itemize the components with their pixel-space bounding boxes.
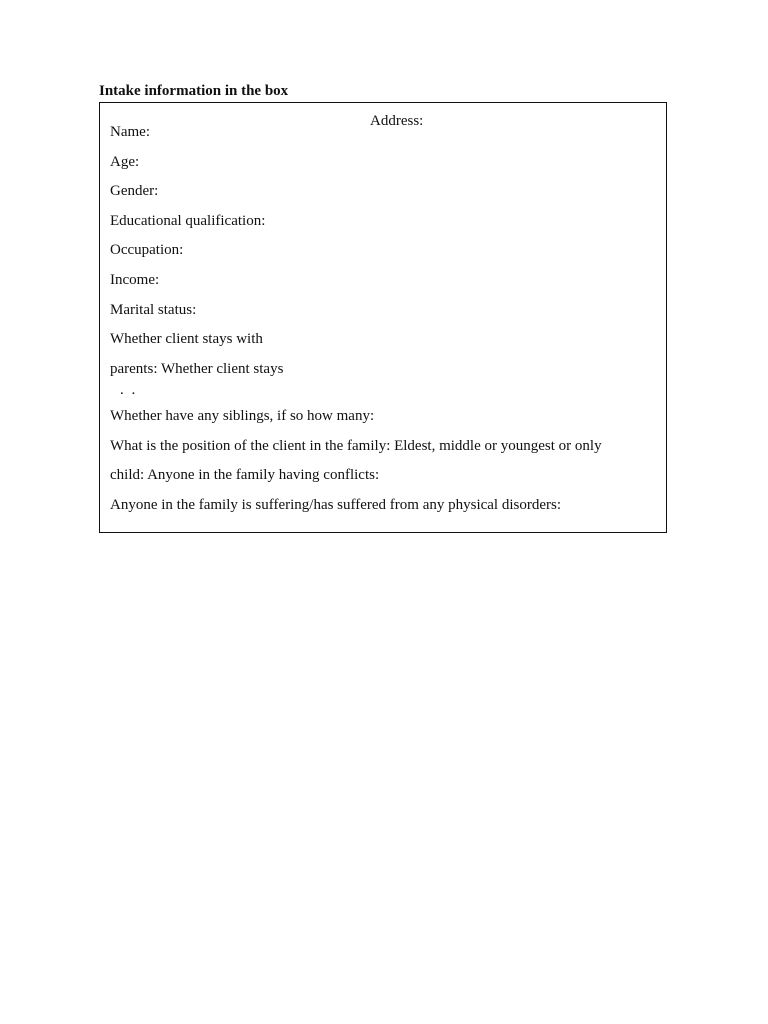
income-label: Income:	[110, 272, 160, 288]
position-label: What is the position of the client in the family: Eldest, middle or youngest or only	[110, 438, 602, 454]
stays-with-label: Whether client stays with	[110, 331, 263, 347]
parents-label: parents: Whether client stays	[110, 361, 284, 377]
address-label: Address:	[370, 113, 424, 129]
form-heading: Intake information in the box	[99, 83, 289, 99]
occupation-label: Occupation:	[110, 242, 184, 258]
physical-disorders-label: Anyone in the family is suffering/has suffered from any physical disorders:	[110, 497, 562, 513]
name-label: Name:	[110, 124, 150, 140]
education-label: Educational qualification:	[110, 213, 266, 229]
age-label: Age:	[110, 154, 140, 170]
siblings-label: Whether have any siblings, if so how many:	[110, 408, 375, 424]
gender-label: Gender:	[110, 183, 159, 199]
marital-status-label: Marital status:	[110, 302, 197, 318]
conflicts-label: child: Anyone in the family having conflicts:	[110, 467, 380, 483]
dots-mark: . .	[120, 382, 138, 398]
intake-box	[99, 102, 667, 533]
